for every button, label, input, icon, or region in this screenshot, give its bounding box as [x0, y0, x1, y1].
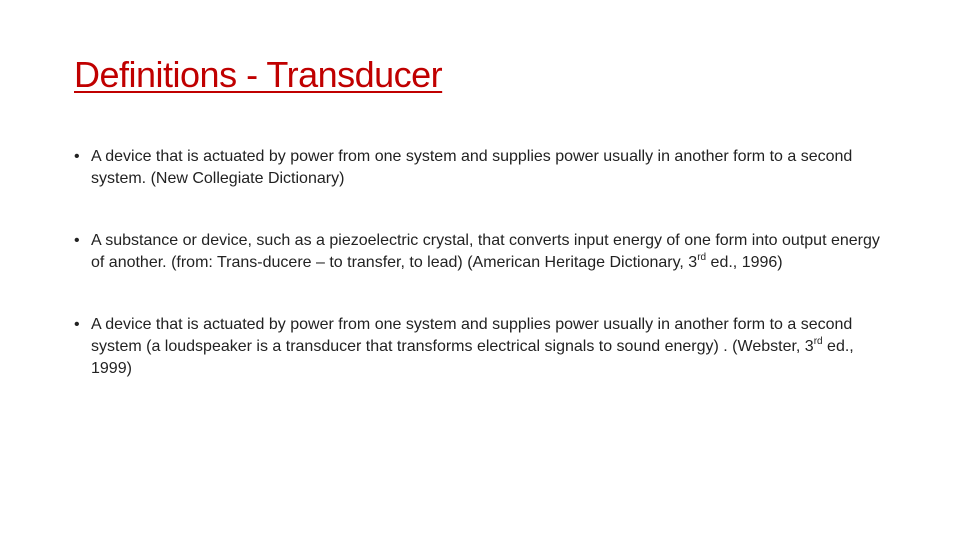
slide-title: Definitions - Transducer	[74, 54, 443, 95]
bullet-text-end: ed., 1996)	[706, 254, 783, 271]
ordinal-superscript: rd	[813, 335, 823, 347]
bullet-text: A substance or device, such as a piezoelectric crystal, that converts input energy of one form into output energy of another. (from: Trans-ducere – to transfer, to lead) (American Heritage Dictionary, 3	[91, 232, 880, 271]
bullet-list	[74, 146, 894, 380]
bullet-item-2	[74, 230, 894, 274]
bullet-icon: •	[74, 316, 80, 333]
bullet-text: A device that is actuated by power from one system and supplies power usually in another form to a second system (a loudspeaker is a transducer that transforms electrical signals to sound energy) . (Webster, 3	[91, 316, 853, 355]
bullet-text-end: ed., 1999)	[91, 338, 854, 377]
bullet-text: A device that is actuated by power from one system and supplies power usually in another form to a second system. (New Collegiate Dictionary)	[91, 148, 853, 187]
bullet-item-1	[74, 146, 894, 190]
bullet-item-3	[74, 314, 894, 380]
ordinal-superscript: rd	[697, 251, 707, 263]
bullet-icon: •	[74, 148, 80, 165]
bullet-icon: •	[74, 232, 80, 249]
